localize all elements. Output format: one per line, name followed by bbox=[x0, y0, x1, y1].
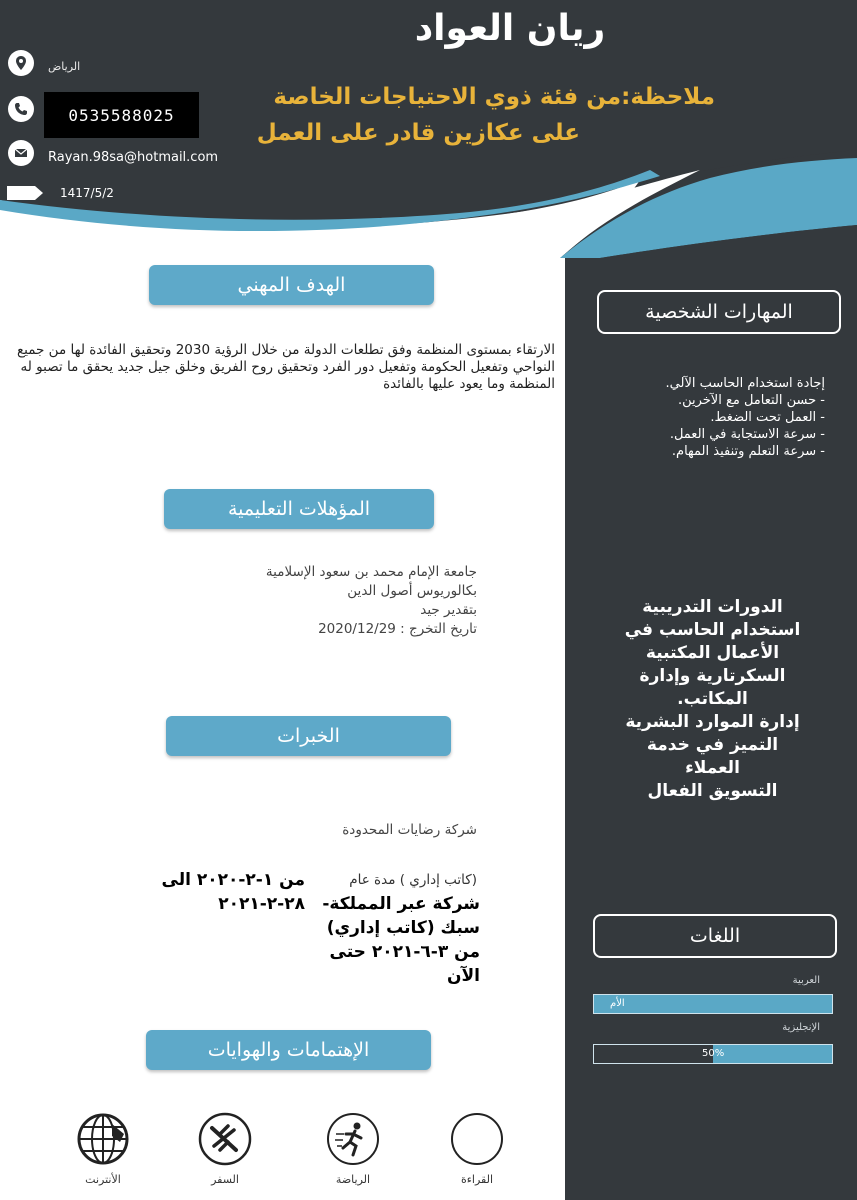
hobby-reading bbox=[442, 1112, 512, 1186]
experience-role: (كاتب إداري ) مدة عام bbox=[349, 872, 477, 888]
phone-icon bbox=[8, 96, 34, 122]
experience-title: الخبرات bbox=[166, 716, 451, 756]
education-graduation-date: تاريخ التخرج : 2020/12/29 bbox=[318, 621, 477, 637]
experience-second-job: شركة عبر المملكة- سبك (كاتب إداري) من ٣-٦-٢٠٢١ حتى الآن bbox=[322, 894, 480, 986]
skills-list bbox=[595, 375, 825, 460]
location-text: الرياض bbox=[48, 60, 81, 73]
skill-item: - سرعة التعلم وتنفيذ المهام. bbox=[671, 444, 825, 459]
email-icon bbox=[8, 140, 34, 166]
skills-title: المهارات الشخصية bbox=[597, 290, 841, 334]
education-university: جامعة الإمام محمد بن سعود الإسلامية bbox=[265, 564, 477, 580]
language-bar-fill bbox=[713, 1045, 832, 1063]
education-degree: بكالوريوس أصول الدين bbox=[347, 583, 477, 599]
note-line-1: ملاحظة:من فئة ذوي الاحتياجات الخاصة bbox=[273, 84, 715, 110]
experience-company: شركة رضايات المحدودة bbox=[342, 822, 477, 838]
tag-icon bbox=[5, 183, 45, 203]
objective-title: الهدف المهني bbox=[149, 265, 434, 305]
course-item: العملاء bbox=[685, 758, 740, 778]
running-icon bbox=[326, 1112, 380, 1166]
reading-icon bbox=[450, 1112, 504, 1166]
airplane-icon bbox=[198, 1112, 252, 1166]
course-item: التسويق الفعال bbox=[647, 781, 778, 801]
interests-title: الإهتمامات والهوايات bbox=[146, 1030, 431, 1070]
birth-date: 1417/5/2 bbox=[60, 186, 114, 200]
experience-period: من ١-٢-٢٠٢٠ الى ٢٨-٢-٢٠٢١ bbox=[161, 870, 305, 914]
languages-title: اللغات bbox=[593, 914, 837, 958]
hobby-label: الأنترنت bbox=[85, 1173, 121, 1186]
candidate-name: ريان العواد bbox=[414, 8, 606, 49]
language-bar-fill bbox=[594, 995, 832, 1013]
skill-item: - العمل تحت الضغط. bbox=[710, 410, 825, 425]
language-level-text: 50% bbox=[702, 1048, 725, 1059]
note-line-2: على عكازين قادر على العمل bbox=[256, 120, 580, 146]
language-level-text: الأم bbox=[610, 998, 625, 1009]
skill-item: - حسن التعامل مع الآخرين. bbox=[677, 393, 825, 408]
hobby-sports bbox=[318, 1112, 388, 1186]
language-name-english: الإنجليزية bbox=[782, 1022, 820, 1033]
hobby-internet bbox=[68, 1112, 138, 1186]
language-bar-arabic bbox=[593, 994, 833, 1014]
skill-item: - سرعة الاستجابة في العمل. bbox=[669, 427, 825, 442]
hobby-label: الرياضة bbox=[335, 1173, 371, 1186]
skill-item: إجادة استخدام الحاسب الآلي. bbox=[665, 376, 825, 391]
objective-text: الارتقاء بمستوى المنظمة وفق تطلعات الدولة من خلال الرؤية 2030 وتحقيق الفائدة لها من جميع النواحي وتفعيل الحكومة وتفعيل دور الفرد وتحقيق روح الفريق وخلق جيل جديد يحقق ما تصبو له المنظمة وما يعود عليها بالفائدة bbox=[16, 342, 555, 392]
language-name-arabic: العربية bbox=[792, 975, 820, 986]
education-title: المؤهلات التعليمية bbox=[164, 489, 434, 529]
courses-title: الدورات التدريبية bbox=[642, 597, 783, 617]
phone-number: 0535588025 bbox=[44, 92, 199, 138]
course-item: استخدام الحاسب في bbox=[624, 620, 801, 640]
course-item: السكرتارية وإدارة bbox=[639, 666, 786, 686]
hobby-label: القراءة bbox=[460, 1173, 494, 1186]
courses-section bbox=[580, 596, 845, 803]
education-details bbox=[240, 563, 477, 639]
hobby-travel bbox=[190, 1112, 260, 1186]
location-pin-icon bbox=[8, 50, 34, 76]
hobby-label: السفر bbox=[211, 1173, 239, 1186]
course-item: المكاتب. bbox=[677, 689, 748, 709]
email-address: Rayan.98sa@hotmail.com bbox=[48, 150, 219, 165]
language-bar-english bbox=[593, 1044, 833, 1064]
course-item: التميز في خدمة bbox=[646, 735, 779, 755]
course-item: إدارة الموارد البشرية bbox=[625, 712, 800, 732]
globe-icon bbox=[76, 1112, 130, 1166]
education-grade: بتقدير جيد bbox=[420, 602, 477, 618]
course-item: الأعمال المكتبية bbox=[645, 643, 780, 663]
